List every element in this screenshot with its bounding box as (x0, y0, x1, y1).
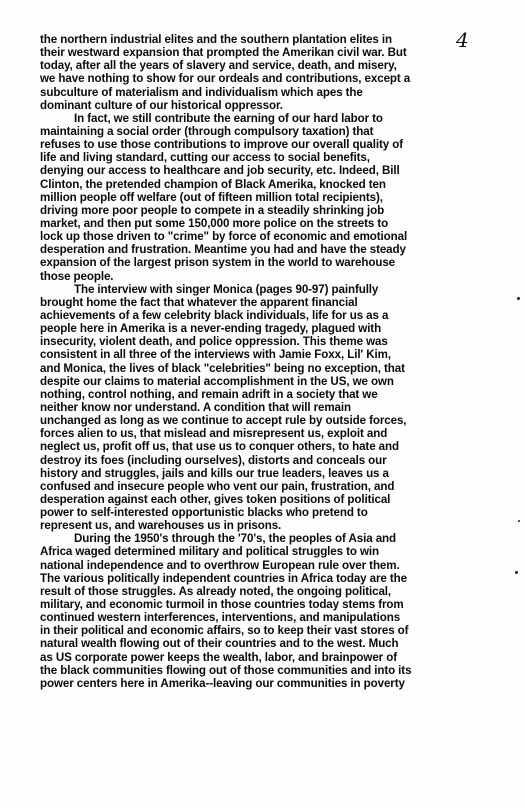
text-line: Clinton, the pretended champion of Black Amerika, knocked ten (40, 177, 386, 191)
body-text (40, 33, 470, 690)
text-line: natural wealth flowing out of their countries and to the west. Much (40, 637, 399, 651)
scan-speck (518, 520, 520, 522)
text-line: those people. (40, 269, 114, 283)
text-line: destroy its foes (including ourselves), distorts and conceals our (40, 453, 387, 467)
text-line: as US corporate power keeps the wealth, labor, and brainpower of (40, 650, 397, 664)
text-line: power centers here in Amerika--leaving our communities in poverty (40, 676, 405, 690)
page-number: 4 (456, 28, 469, 52)
text-line: expansion of the largest prison system in the world to warehouse (40, 256, 396, 270)
text-line: lock up those driven to "crime" by force of economic and emotional (40, 230, 408, 244)
text-line: nothing, control nothing, and remain adrift in a society that we (40, 387, 378, 401)
text-line: national independence and to overthrow European rule over them. (40, 558, 400, 572)
text-line: continued western interferences, interventions, and manipulations (40, 611, 401, 625)
text-line: represent us, and warehouses us in prisons. (40, 519, 282, 533)
text-line: result of those struggles. As already noted, the ongoing political, (40, 584, 392, 598)
text-line: confused and insecure people who vent our pain, frustration, and (40, 479, 395, 493)
text-line: neglect us, profit off us, that use us to conquer others, to hate and (40, 440, 399, 454)
text-line: market, and then put some 150,000 more police on the streets to (40, 216, 389, 230)
text-line: insecurity, violent death, and police oppression. This theme was (40, 335, 388, 349)
text-line: today, after all the years of slavery and service, death, and misery, (40, 59, 397, 73)
text-line: unchanged as long as we continue to accept rule by outside forces, (40, 414, 407, 428)
text-line: desperation and frustration. Meantime you had and have the steady (40, 243, 406, 257)
text-line: in their political and economic affairs, so to keep their vast stores of (40, 624, 409, 638)
text-line: subculture of materialism and individualism which apes the (40, 85, 363, 99)
text-line: maintaining a social order (through compulsory taxation) that (40, 124, 374, 138)
text-line: forces alien to us, that mislead and misrepresent us, exploit and (40, 427, 388, 441)
text-line: desperation against each other, gives token positions of political (40, 492, 391, 506)
scan-speck (515, 571, 518, 574)
text-line: history and struggles, jails and kills our true leaders, leaves us a (40, 466, 389, 480)
text-line: people here in Amerika is a never-ending tragedy, plagued with (40, 322, 382, 336)
text-line: the northern industrial elites and the southern plantation elites in (40, 33, 393, 46)
text-line: neither know nor understand. A condition that will remain (40, 400, 351, 414)
text-line: military, and economic turmoil in those countries today stems from (40, 598, 404, 612)
text-line: their westward expansion that prompted the Amerikan civil war. But (40, 46, 407, 60)
text-line: and Monica, the lives of black "celebrities" being no exception, that (40, 361, 405, 375)
text-line: we have nothing to show for our ordeals and contributions, except a (40, 72, 411, 86)
text-line: achievements of a few celebrity black individuals, life for us as a (40, 308, 389, 322)
text-line: power to self-interested opportunistic blacks who pretend to (40, 506, 368, 520)
text-line: life and living standard, cutting our access to social benefits, (40, 151, 370, 165)
text-line: In fact, we still contribute the earning of our hard labor to (74, 111, 383, 125)
text-line: refuses to use those contributions to improve our overall quality of (40, 138, 403, 152)
text-line: driving more poor people to compete in a steadily shrinking job (40, 203, 385, 217)
text-line: The various politically independent countries in Africa today are the (40, 571, 407, 585)
text-line: During the 1950's through the '70's, the peoples of Asia and (74, 532, 397, 546)
text-line: brought home the fact that whatever the apparent financial (40, 295, 358, 309)
text-line: dominant culture of our historical oppressor. (40, 98, 283, 112)
text-line: denying our access to healthcare and job security, etc. Indeed, Bill (40, 164, 400, 178)
text-line: despite our claims to material accomplishment in the US, we own (40, 374, 394, 388)
text-line: The interview with singer Monica (pages 90-97) painfully (74, 282, 379, 296)
scan-speck (517, 297, 520, 300)
text-line: million people off welfare (out of fifteen million total recipients), (40, 190, 383, 204)
text-line: the black communities flowing out of those communities and into its (40, 663, 412, 677)
text-line: consistent in all three of the interviews with Jamie Foxx, Lil' Kim, (40, 348, 391, 362)
text-line: Africa waged determined military and political struggles to win (40, 545, 380, 559)
